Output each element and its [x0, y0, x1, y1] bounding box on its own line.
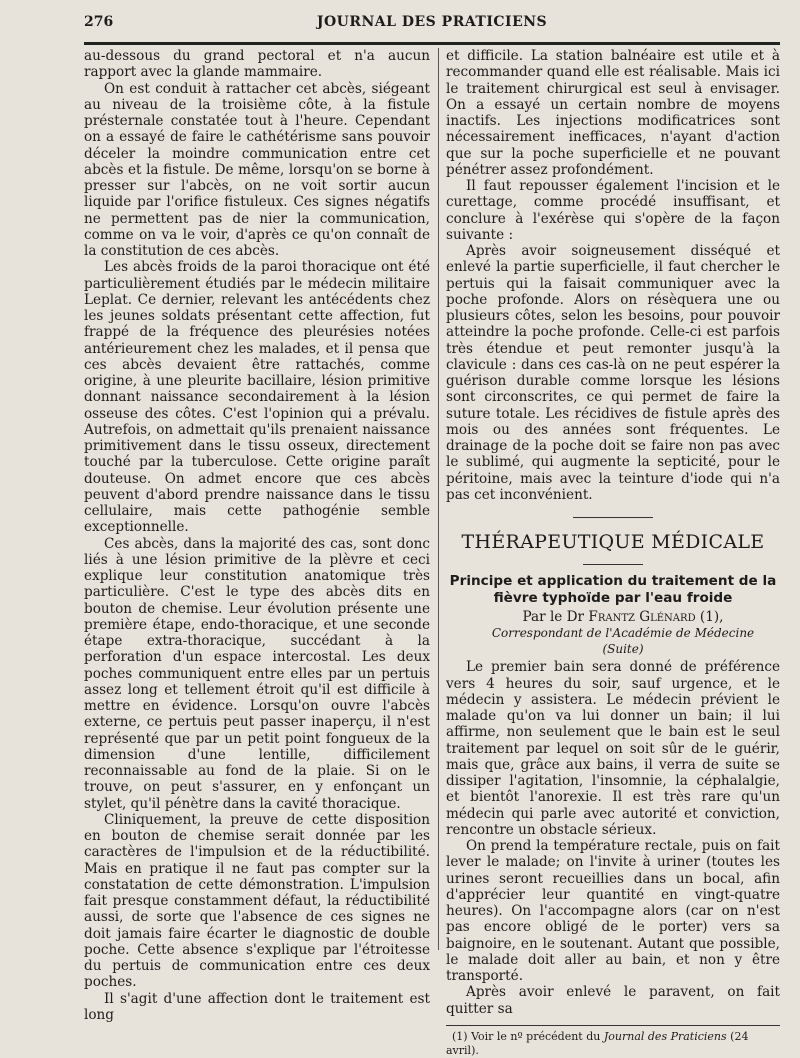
footnote-rule: [446, 1025, 780, 1026]
continued-label: (Suite): [602, 642, 644, 657]
paragraph: Ces abcès, dans la majorité des cas, sont donc liés à une lésion primitive de la plèvre et ceci explique leur constitution anatomique très particulière. C'est le type des abcès dits en bouton de chemise. Leur évolution présente une première étape, endo-thoracique, et une seconde étape extra-thoracique, succédant à la perforation d'un espace intercostal. Les deux poches communiquent entre elles par un pertuis assez long et tellement étroit qu'il est difficile à mettre en évidence. Lorsqu'on ouvre l'abcès externe, ce pertuis peut passer inaperçu, il n'est représenté que par un petit point fongueux de la dimension d'une lentille, difficilement reconnaissable au fond de la plaie. Si on le trouve, on peut s'assurer, en y enfonçant un stylet, qu'il pénètre dans la cavité thoracique.: [84, 535, 430, 812]
footnote-marker: (1),: [699, 609, 724, 625]
running-head: [84, 14, 780, 34]
paragraph: Cliniquement, la preuve de cette disposition en bouton de chemise serait donnée par les caractères de l'impulsion et de la réductibilité. Mais en pratique il ne faut pas compter sur la constatation de cette démonstration. L'impulsion fait presque constamment défaut, la réductibilité aussi, de sorte que l'absence de ces signes ne doit jamais faire écarter le diagnostic de double poche. Cette absence s'explique par l'étroitesse du pertuis de communication entre ces deux poches.: [84, 811, 430, 991]
paragraph: Après avoir soigneusement disséqué et enlevé la partie superficielle, il faut chercher le pertuis qui la faisait communiquer avec la poche profonde. Alors on résèquera une ou plusieurs côtes, selon les besoins, pour pouvoir atteindre la poche profonde. Celle-ci est parfois très étendue et peut remonter jusqu'à la clavicule : dans ces cas-là on ne peut espérer la guérison durable comme lorsque les lésions sont circonscrites, ce qui permet de faire la suture totale. Les récidives de fistule après des mois ou des années sont fréquentes. Le drainage de la poche doit se faire non pas avec le sublimé, qui augmente la septicité, pour le péritoine, mais avec la teinture d'iode qui n'a pas cet inconvénient.: [446, 243, 780, 503]
section-title: THÉRAPEUTIQUE MÉDICALE: [461, 531, 765, 553]
paragraph: Les abcès froids de la paroi thoracique ont été particulièrement étudiés par le médecin militaire Leplat. Ce dernier, relevant les antécédents chez les jeunes soldats présentant cette affection, fut frappé de la fréquence des pleurésies notées antérieurement chez les malades, et il pensa que ces abcès devaient être rattachés, comme origine, à une pleurite bacillaire, lésion primitive donnant naissance secondairement à la lésion osseuse des côtes. C'est l'opinion qui a prévalu. Autrefois, on admettait qu'ils prenaient naissance primitivement dans le tissu osseux, directement touché par la tuberculose. Cette origine paraît douteuse. On admet encore que ces abcès peuvent d'abord prendre naissance dans le tissu cellulaire, mais cette pathogénie semble exceptionnelle.: [84, 259, 430, 536]
byline-prefix: Par le Dr: [522, 609, 585, 625]
left-column: [84, 48, 430, 1054]
author-name: Frantz Glénard: [588, 609, 696, 625]
journal-title: JOURNAL DES PRATICIENS: [316, 14, 548, 30]
footnote-journal: Journal des Praticiens: [603, 1029, 727, 1043]
paragraph: au-dessous du grand pectoral et n'a aucun rapport avec la glande mammaire.: [84, 48, 430, 81]
paragraph: et difficile. La station balnéaire est utile et à recommander quand elle est réalisable. Mais ici le traitement chirurgical est seul à envisager. On a essayé un certain nombre de moyens inactifs. Les injections modificatrices sont nécessairement inefficaces, n'ayant d'action que sur la poche superficielle et ne pouvant pénétrer assez profondément.: [446, 48, 780, 178]
section-rule-top: [573, 517, 653, 518]
footnote-date: (24 avril).: [446, 1029, 749, 1057]
paragraph: Le premier bain sera donné de préférence vers 4 heures du soir, sauf urgence, et le médecin y assistera. Le médecin prévient le malade qu'on va lui donner un bain; il lui affirme, non seulement que le bain est le seul traitement par lequel on soit sûr de le guérir, mais que, grâce aux bains, il verra de suite se dissiper l'agitation, l'insomnie, la céphalalgie, et bientôt l'anorexie. Il est très rare qu'un médecin qui parle avec autorité et conviction, rencontre un obstacle sérieux.: [446, 659, 780, 838]
paragraph: Il s'agit d'une affection dont le traitement est long: [84, 990, 430, 1023]
column-divider: [438, 48, 439, 950]
article-title: Principe et application du traitement de la fièvre typhoïde par l'eau froide: [449, 573, 777, 606]
author-affiliation: Correspondant de l'Académie de Médecine: [491, 626, 755, 641]
header-rule: [84, 42, 780, 45]
section-rule-bottom: [583, 564, 643, 565]
byline: [446, 609, 780, 625]
page-number: 276: [84, 14, 114, 30]
paragraph: Après avoir enlevé le paravent, on fait quitter sa: [446, 984, 780, 1017]
paragraph: On prend la température rectale, puis on fait lever le malade; on l'invite à uriner (toutes les urines seront recueillies dans un bocal, afin d'apprécier leur quantité en vingt-quatre heures). On l'accompagne alors (car on n'est pas encore obligé de le porter) vers sa baignoire, en le soutenant. Autant que possible, le malade doit aller au bain, et non y être transporté.: [446, 838, 780, 984]
footnote-text: (1) Voir le nº précédent du: [452, 1029, 601, 1043]
paragraph: On est conduit à rattacher cet abcès, siégeant au niveau de la troisième côte, à la fistule présternale constatée tout à l'heure. Cependant on a essayé de faire le cathétérisme sans pouvoir déceler la moindre communication entre cet abcès et la fistule. De même, lorsqu'on se borne à presser sur l'abcès, on ne voit sortir aucun liquide par l'orifice fistuleux. Ces signes négatifs ne permettent pas de nier la communication, comme on va le voir, d'après ce qu'on connaît de la constitution de ces abcès.: [84, 80, 430, 259]
right-column: [446, 48, 780, 1057]
paragraph: Il faut repousser également l'incision et le curettage, comme procédé insuffisant, et conclure à l'exérèse qui s'opère de la façon suivante :: [446, 178, 780, 243]
